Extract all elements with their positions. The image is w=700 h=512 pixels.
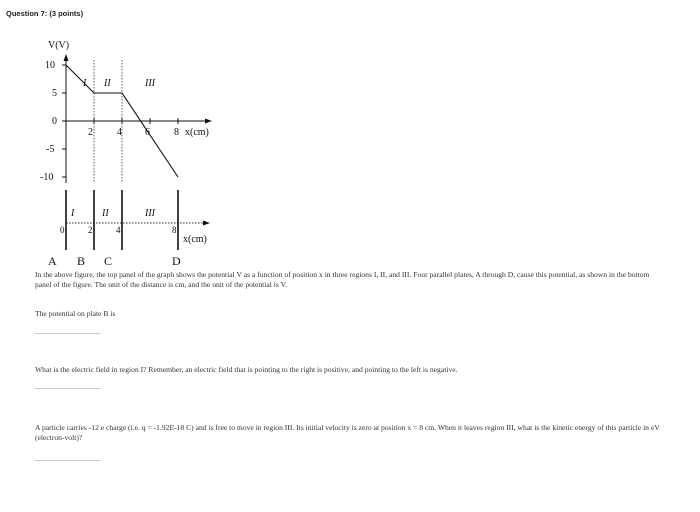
answer-field-2[interactable] — [35, 388, 100, 389]
bottom-x-tick-0: 0 — [60, 225, 65, 235]
y-tick-label-0: 0 — [52, 116, 57, 127]
plate-label-D: D — [172, 254, 181, 268]
top-panel-graph — [40, 40, 212, 183]
question-2-prompt: What is the electric field in region I? Remember, an electric field that is pointing to the right is positive, and pointing to the left is negative. — [35, 365, 458, 374]
y-tick-label-minus10: -10 — [40, 172, 54, 183]
y-axis-label: V(V) — [48, 40, 70, 51]
x-tick-label-8: 8 — [174, 127, 179, 138]
bottom-region-label-II: II — [102, 208, 109, 219]
y-tick-label-5: 5 — [52, 88, 57, 99]
y-tick-label-10: 10 — [45, 60, 55, 71]
y-axis-arrow — [64, 54, 69, 61]
y-tick-label-minus5: -5 — [46, 144, 55, 155]
region-label-I: I — [83, 78, 87, 89]
bottom-region-label-I: I — [71, 208, 75, 219]
bottom-x-axis-arrow — [203, 221, 210, 226]
problem-description: In the above figure, the top panel of the graph shows the potential V as a function of position x in three regions I, II, and III. Four parallel plates, A through D, cause this potential, as shown in the bottom panel of the figure. The unit of the distance is cm, and the unit of the potential is V. — [35, 270, 650, 289]
plate-label-C: C — [104, 254, 113, 268]
bottom-panel-plates — [48, 190, 210, 268]
bottom-x-tick-4: 4 — [116, 225, 121, 235]
x-tick-label-2: 2 — [88, 127, 93, 138]
question-1-prompt: The potential on plate B is — [35, 309, 116, 318]
answer-field-3[interactable] — [35, 460, 100, 461]
x-axis-arrow — [205, 119, 212, 124]
x-tick-label-6: 6 — [145, 127, 150, 138]
bottom-x-tick-2: 2 — [88, 225, 93, 235]
region-label-III: III — [145, 78, 155, 89]
bottom-x-axis-label: x(cm) — [183, 234, 207, 245]
answer-field-1[interactable] — [35, 333, 100, 334]
plate-label-A: A — [48, 254, 57, 268]
x-axis-label: x(cm) — [185, 127, 209, 138]
x-tick-label-4: 4 — [117, 127, 122, 138]
region-label-II: II — [104, 78, 111, 89]
question-3-prompt: A particle carries -12 e charge (i.e. q = -1.92E-18 C) and is free to move in region III. Its initial velocity is zero at position x = 8 cm. When it leaves region III, what is the kinetic energy of this particle in eV (electron-volt)? — [35, 423, 660, 442]
plate-label-B: B — [77, 254, 86, 268]
question-title: Question 7: (3 points) — [6, 9, 84, 18]
bottom-region-label-III: III — [145, 208, 155, 219]
bottom-x-tick-8: 8 — [172, 225, 177, 235]
